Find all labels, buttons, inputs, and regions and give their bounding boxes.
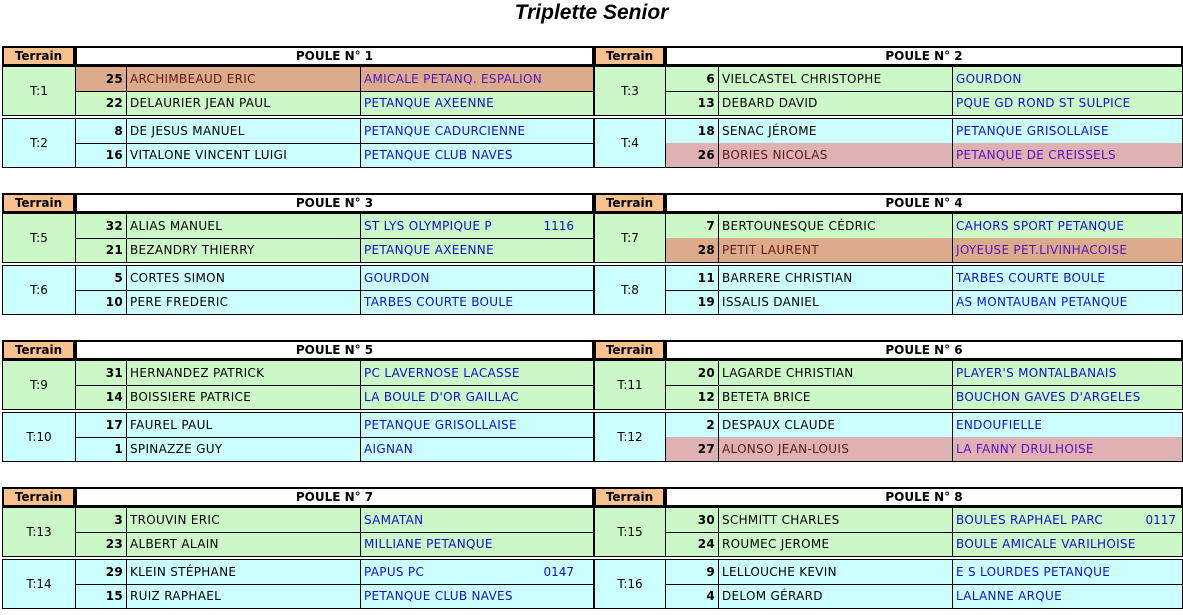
- player-number: 17: [75, 413, 126, 437]
- player-row: [75, 361, 593, 385]
- player-number: 22: [75, 91, 126, 115]
- terrain-group: [594, 507, 1183, 557]
- player-row: [665, 532, 1182, 556]
- poule-block: [2, 487, 1183, 615]
- player-number: 32: [75, 214, 126, 238]
- player-number: 6: [665, 67, 718, 91]
- player-number: 28: [665, 238, 718, 262]
- poule-header: POULE N° 3: [75, 193, 594, 213]
- player-name: ROUMEC JEROME: [718, 532, 952, 556]
- club-code: 0117: [1145, 513, 1176, 527]
- terrain-label: T:9: [30, 378, 48, 392]
- player-number: 21: [75, 238, 126, 262]
- player-row: [75, 385, 593, 409]
- player-name: ALONSO JEAN-LOUIS: [718, 437, 952, 461]
- club-name: MILLIANE PETANQUE: [360, 532, 590, 556]
- player-name: KLEIN STÉPHANE: [126, 560, 360, 584]
- club-name: PQUE GD ROND ST SULPICE: [952, 91, 1182, 115]
- player-number: 19: [665, 290, 718, 314]
- terrain-group: [2, 118, 594, 168]
- player-name: HERNANDEZ PATRICK: [126, 361, 360, 385]
- terrain-group: [2, 559, 594, 609]
- player-number: 23: [75, 532, 126, 556]
- player-row: [75, 508, 593, 532]
- player-name: BEZANDRY THIERRY: [126, 238, 360, 262]
- player-row: [75, 214, 593, 238]
- player-name: SCHMITT CHARLES: [718, 508, 952, 532]
- club-name: LA BOULE D'OR GAILLAC: [360, 385, 590, 409]
- poule-block: [2, 340, 1183, 468]
- player-number: 1: [75, 437, 126, 461]
- terrain-header: Terrain: [2, 46, 75, 66]
- player-name: PETIT LAURENT: [718, 238, 952, 262]
- club-name: ENDOUFIELLE: [952, 413, 1182, 437]
- player-name: DEBARD DAVID: [718, 91, 952, 115]
- club-name: TARBES COURTE BOULE: [952, 266, 1182, 290]
- terrain-group: [2, 360, 594, 410]
- player-number: 3: [75, 508, 126, 532]
- poule-header: POULE N° 2: [665, 46, 1183, 66]
- club-name: E S LOURDES PETANQUE: [952, 560, 1182, 584]
- player-number: 24: [665, 532, 718, 556]
- player-row: [665, 91, 1182, 115]
- terrain-header: Terrain: [2, 193, 75, 213]
- player-name: SENAC JÉROME: [718, 119, 952, 143]
- player-number: 8: [75, 119, 126, 143]
- player-row: [75, 91, 593, 115]
- player-name: ARCHIMBEAUD ERIC: [126, 67, 360, 91]
- player-row: [75, 67, 593, 91]
- player-number: 26: [665, 143, 718, 167]
- player-number: 9: [665, 560, 718, 584]
- club-name: PLAYER'S MONTALBANAIS: [952, 361, 1182, 385]
- player-row: [665, 413, 1182, 437]
- player-number: 12: [665, 385, 718, 409]
- club-name: PETANQUE CLUB NAVES: [360, 143, 590, 167]
- club-name: PETANQUE CADURCIENNE: [360, 119, 590, 143]
- player-number: 29: [75, 560, 126, 584]
- poule-header: POULE N° 1: [75, 46, 594, 66]
- poule-block: [2, 46, 1183, 174]
- player-row: [75, 437, 593, 461]
- player-number: 2: [665, 413, 718, 437]
- player-name: BORIES NICOLAS: [718, 143, 952, 167]
- poule-header: POULE N° 5: [75, 340, 594, 360]
- club-name: ST LYS OLYMPIQUE P: [360, 214, 590, 238]
- club-name: PETANQUE GRISOLLAISE: [952, 119, 1182, 143]
- poule-block: [2, 193, 1183, 321]
- player-number: 13: [665, 91, 718, 115]
- player-number: 16: [75, 143, 126, 167]
- player-number: 30: [665, 508, 718, 532]
- player-number: 31: [75, 361, 126, 385]
- club-name: LALANNE ARQUE: [952, 584, 1182, 608]
- player-name: DESPAUX CLAUDE: [718, 413, 952, 437]
- club-name: PETANQUE AXEENNE: [360, 91, 590, 115]
- player-row: [665, 214, 1182, 238]
- player-row: [75, 560, 593, 584]
- terrain-header: Terrain: [594, 193, 665, 213]
- player-row: [665, 584, 1182, 608]
- terrain-group: [2, 265, 594, 315]
- player-row: [665, 290, 1182, 314]
- club-name: GOURDON: [952, 67, 1182, 91]
- player-name: BETETA BRICE: [718, 385, 952, 409]
- club-name: CAHORS SPORT PETANQUE: [952, 214, 1182, 238]
- player-name: ALBERT ALAIN: [126, 532, 360, 556]
- player-name: DELOM GÉRARD: [718, 584, 952, 608]
- club-name: PETANQUE CLUB NAVES: [360, 584, 590, 608]
- club-name: BOULE AMICALE VARILHOISE: [952, 532, 1182, 556]
- terrain-label: T:14: [26, 577, 52, 591]
- terrain-header: Terrain: [594, 487, 665, 507]
- player-name: ISSALIS DANIEL: [718, 290, 952, 314]
- player-row: [665, 238, 1182, 262]
- terrain-label: T:8: [621, 283, 639, 297]
- player-row: [665, 67, 1182, 91]
- player-name: BOISSIERE PATRICE: [126, 385, 360, 409]
- player-row: [75, 290, 593, 314]
- player-row: [75, 584, 593, 608]
- terrain-header: Terrain: [594, 340, 665, 360]
- poule-header: POULE N° 7: [75, 487, 594, 507]
- poule-header: POULE N° 4: [665, 193, 1183, 213]
- player-row: [75, 413, 593, 437]
- terrain-label: T:15: [617, 525, 643, 539]
- player-name: VITALONE VINCENT LUIGI: [126, 143, 360, 167]
- player-name: BERTOUNESQUE CÉDRIC: [718, 214, 952, 238]
- player-number: 7: [665, 214, 718, 238]
- terrain-group: [2, 66, 594, 116]
- terrain-group: [594, 66, 1183, 116]
- player-name: TROUVIN ERIC: [126, 508, 360, 532]
- terrain-header: Terrain: [594, 46, 665, 66]
- player-name: LELLOUCHE KEVIN: [718, 560, 952, 584]
- player-number: 20: [665, 361, 718, 385]
- club-name: PETANQUE GRISOLLAISE: [360, 413, 590, 437]
- poule-header: POULE N° 6: [665, 340, 1183, 360]
- player-row: [665, 508, 1182, 532]
- terrain-label: T:2: [30, 136, 48, 150]
- poule-header: POULE N° 8: [665, 487, 1183, 507]
- player-name: ALIAS MANUEL: [126, 214, 360, 238]
- club-name: PETANQUE AXEENNE: [360, 238, 590, 262]
- player-row: [665, 119, 1182, 143]
- club-name: PC LAVERNOSE LACASSE: [360, 361, 590, 385]
- terrain-group: [594, 118, 1183, 168]
- player-row: [75, 143, 593, 167]
- player-row: [665, 266, 1182, 290]
- player-row: [665, 385, 1182, 409]
- terrain-group: [594, 412, 1183, 462]
- terrain-group: [594, 213, 1183, 263]
- player-name: DELAURIER JEAN PAUL: [126, 91, 360, 115]
- terrain-header: Terrain: [2, 340, 75, 360]
- terrain-label: T:3: [621, 84, 639, 98]
- club-name: GOURDON: [360, 266, 590, 290]
- player-number: 5: [75, 266, 126, 290]
- terrain-label: T:7: [621, 231, 639, 245]
- terrain-group: [594, 360, 1183, 410]
- player-number: 14: [75, 385, 126, 409]
- player-row: [665, 361, 1182, 385]
- player-number: 18: [665, 119, 718, 143]
- terrain-label: T:1: [30, 84, 48, 98]
- club-name: LA FANNY DRULHOISE: [952, 437, 1182, 461]
- terrain-group: [594, 265, 1183, 315]
- page-title: Triplette Senior: [514, 1, 669, 24]
- club-code: 0147: [543, 565, 574, 579]
- player-name: FAUREL PAUL: [126, 413, 360, 437]
- player-row: [665, 437, 1182, 461]
- terrain-group: [2, 412, 594, 462]
- terrain-header: Terrain: [2, 487, 75, 507]
- player-number: 15: [75, 584, 126, 608]
- terrain-label: T:11: [617, 378, 643, 392]
- terrain-group: [2, 213, 594, 263]
- club-name: SAMATAN: [360, 508, 590, 532]
- player-name: VIELCASTEL CHRISTOPHE: [718, 67, 952, 91]
- club-name: BOUCHON GAVES D'ARGELES: [952, 385, 1182, 409]
- player-number: 27: [665, 437, 718, 461]
- club-name: PAPUS PC: [360, 560, 590, 584]
- player-number: 25: [75, 67, 126, 91]
- player-number: 11: [665, 266, 718, 290]
- player-row: [75, 119, 593, 143]
- terrain-label: T:10: [26, 430, 52, 444]
- player-number: 10: [75, 290, 126, 314]
- player-row: [665, 560, 1182, 584]
- club-name: AMICALE PETANQ. ESPALION: [360, 67, 590, 91]
- terrain-label: T:12: [617, 430, 643, 444]
- terrain-label: T:4: [621, 136, 639, 150]
- player-name: BARRERE CHRISTIAN: [718, 266, 952, 290]
- club-code: 1116: [543, 219, 574, 233]
- terrain-group: [594, 559, 1183, 609]
- player-name: LAGARDE CHRISTIAN: [718, 361, 952, 385]
- terrain-label: T:13: [26, 525, 52, 539]
- club-name: TARBES COURTE BOULE: [360, 290, 590, 314]
- club-name: JOYEUSE PET.LIVINHACOISE: [952, 238, 1182, 262]
- club-name: AIGNAN: [360, 437, 590, 461]
- player-row: [75, 532, 593, 556]
- player-name: SPINAZZE GUY: [126, 437, 360, 461]
- terrain-label: T:6: [30, 283, 48, 297]
- player-name: RUIZ RAPHAEL: [126, 584, 360, 608]
- club-name: AS MONTAUBAN PETANQUE: [952, 290, 1182, 314]
- club-name: BOULES RAPHAEL PARC: [952, 508, 1182, 532]
- terrain-group: [2, 507, 594, 557]
- player-row: [75, 238, 593, 262]
- player-row: [75, 266, 593, 290]
- player-name: CORTES SIMON: [126, 266, 360, 290]
- player-number: 4: [665, 584, 718, 608]
- terrain-label: T:16: [617, 577, 643, 591]
- player-name: DE JESUS MANUEL: [126, 119, 360, 143]
- club-name: PETANQUE DE CREISSELS: [952, 143, 1182, 167]
- terrain-label: T:5: [30, 231, 48, 245]
- player-name: PERE FREDERIC: [126, 290, 360, 314]
- player-row: [665, 143, 1182, 167]
